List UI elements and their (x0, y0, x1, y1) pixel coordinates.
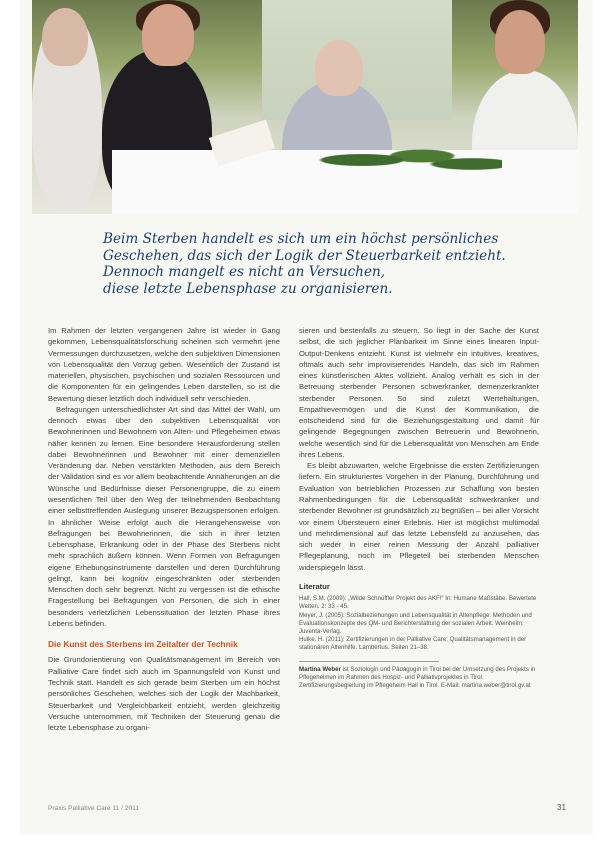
author-name: Martina Weber (299, 665, 341, 673)
text-column-left (48, 325, 280, 733)
literature-heading: Literatur (299, 581, 330, 591)
paragraph: sieren und bestenfalls zu steuern. So liegt in der Sache der Kunst selbst, die sich jeglicher Planbarkeit im Sinne eines linearen Input-Output-Denkens entzieht. Kunst ist vielmehr ein intuitives, kreatives, oftmals auch sehr improvisierendes Handeln, das sich im Rahmen eines künstlerischen Aktes vollzieht. Analog verhält es sich in der Betreuung sterbender Personen schwerkranker, demenzerkrankter sterbender Personen. So sind zuletzt Wertehaltungen, Empathievermögen und die Kunst der Kommunikation, die entscheidend sind für die Beziehungsgestaltung und damit für gelingende Begegnungen zwischen Betreuerin und Bewohnerin, welche wesentlich sind für die Lebensqualität von Menschen am Ende ihres Lebens. (299, 326, 539, 459)
literature-entry: Hall, S.M. (2009): „Wilde Schnüffler Projekt des AKF!“ In: Humane Maßstäbe. Bewertete Welten. 2: 33 - 45. (299, 595, 537, 611)
photo-elderly-woman-head (315, 40, 363, 96)
footer-publication: Praxis Palliative Care 11 / 2011 (48, 805, 140, 812)
page-number: 31 (557, 803, 566, 812)
paragraph: Es bleibt abzuwarten, welche Ergebnisse die ersten Zertifizierungen liefern. Ein strukturiertes Vorgehen in der Planung, Durchführung und Evaluation von betrieblichen Prozessen zur Schaffung von besten Rahmenbedingungen für die Lebensqualität schwerkranker und sterbender Bewohner ist grundsätzlich zu begrüßen – bei aller Vorsicht vor einem Übersteuern einer Erlebnis. Hier ist möglichst multimodal und mehrdimensional auf das letzte Lebensfeld zu anzusehen, das sich weder in einer reinen Messung der Anzahl palliativer Pflegeplanung, noch im Pflegeteil bei sterbenden Menschen widerspiegeln lässt. (299, 461, 539, 572)
photo-person-right-head (495, 10, 545, 74)
literature-entry: Meyer, J. (2005): Sozialbeziehungen und Lebensqualität in Altenpflege: Methoden und Evaluationskonzepte des QM- und Berichterstattung der sozialen Arbeit. Weinheim: Juventa-Verlag. (299, 611, 532, 635)
author-bio (299, 666, 539, 691)
section-heading: Die Kunst des Sterbens im Zeitalter der Technik (48, 639, 238, 650)
pull-quote: Beim Sterben handelt es sich um ein höchst persönliches Geschehen, das sich der Logik der Steuerbarkeit entzieht. Dennoch mangelt es nicht an Versuchen, diese letzte Lebensphase zu organisieren. (103, 231, 506, 297)
photo-plant (302, 140, 502, 180)
paragraph: Befragungen unterschiedlichster Art sind das Mittel der Wahl, um dennoch etwas über den subjektiven Lebensqualität von Bewohnerinnen und Bewohnern von Alten- und Pflegeheimen etwas näher kennen zu lernen. Eine besondere Herausforderung stellen dabei Bewohnerinnen und Bewohner mit einer demenziellen Veränderung dar. Neben verstärkten Methoden, aus dem Bereich der Validation sind es vor allem beobachtende Annäherungen an die Wünsche und Bedürfnisse dieser Personengruppe, die zu einem wesentlichen Teil über den Weg der teilnehmenden Beobachtung einer selbsttreffenden Auslegung unserer Bezugspersonen erfolgen. In ähnlicher Weise erfolgt auch die Herangehensweise von Befragungen bei Bewohnerinnen, die sich in ihrer letzten Lebensphase, Erkrankung oder in der Phase des Sterbens nicht mehr sprachlich äußern können. Wenn Formen von Befragungen eigene Erhebungsinstrumente darstellen und deren Durchführung gelingt, kann bei kognitiv eingeschränkten oder sterbenden Menschen doch sehr begrenzt. Nicht zu vergessen ist die ethische Fragestellung bei Befragungen von Personen, die sich in einer besonders verletzlichen Lebenssituation der letzten Phase ihres Lebens befinden. (48, 404, 280, 628)
photo-person-left-head (42, 8, 88, 66)
paragraph: Die Grundorientierung von Qualitätsmanagement im Bereich von Palliative Care findet sich auch im Spannungsfeld von Kunst und Technik statt. Handelt es sich gerade beim Sterben um ein höchst persönliches Geschehen, welches sich der Logik der Machbarkeit, Steuerbarkeit und Vergleichbarkeit entzieht, werden gleichzeitig Versuche unternommen, mit Techniken der Steuerung genau die letzte Lebensphase zu organi- (48, 655, 280, 733)
text-column-right (299, 325, 539, 690)
divider (299, 661, 439, 662)
literature-entry: Hulke, H. (2011): Zertifizierungen in der Palliative Care: Qualitätsmanagement in der stationären Altenhilfe. Lambertus. Seiten 21–38. (299, 636, 527, 652)
photo-caregiver-head (142, 4, 194, 66)
paragraph: Im Rahmen der letzten vergangenen Jahre ist wieder in Gang gekommen, Lebensqualitätsforschung scheinen sich vermehrt jene Vermessungen durchzusetzen, welche den subjektiven Dimensionen von Lebensqualität den Vorzug geben. Wesentlich der Zustand ist materiellen, physischen, psychischen und sozialen Ressourcen und die Komponenten für ein gelingendes Leben darstellen, so ist die Bewertung dieser letztlich doch individuell sehr verschieden. (48, 326, 280, 403)
author-text: ist Soziologin und Pädagogin in Tirol bei der Umsetzung des Projekts in Pflegeheimen im Rahmen des Hospiz- und Palliativprojektes in Tirol. Zertifizierungsbegleitung im Pflegeheim Hall in Tirol. E-Mail: martina.weber@tirol.gv.at (299, 665, 536, 689)
photo (32, 0, 578, 214)
